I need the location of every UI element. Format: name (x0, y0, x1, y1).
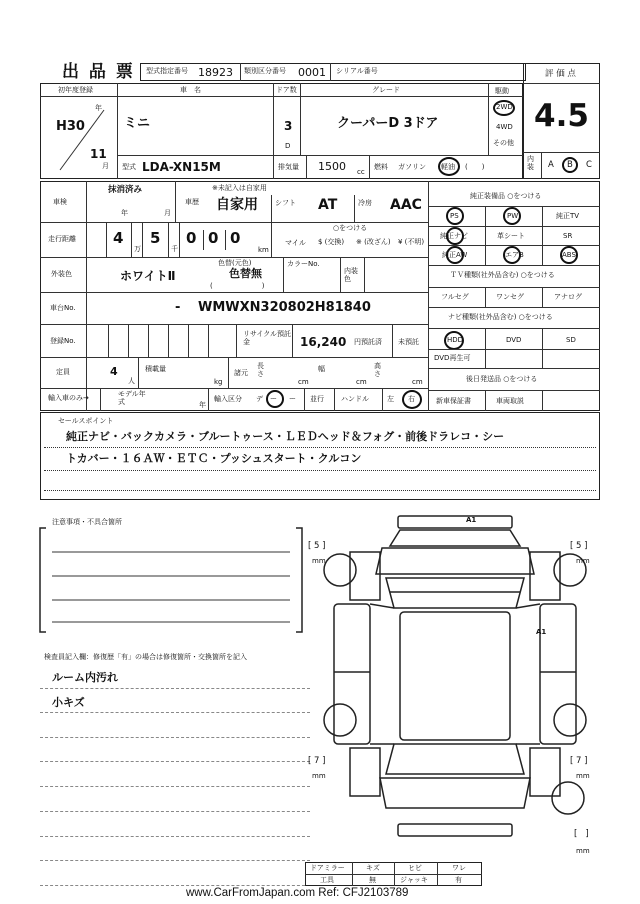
opt-sr: SR (563, 232, 573, 240)
recycle-amount: 16,240 (300, 335, 347, 349)
type-label: 型式 (122, 163, 136, 171)
shaken-value: 抹消済み (108, 185, 143, 195)
car-history-label: 車歴 (185, 198, 199, 206)
legend-tools-value: 無 (369, 876, 376, 884)
km-unit: km (258, 246, 269, 254)
legend-break: ワレ (452, 864, 466, 872)
damage-mark-front: A1 (466, 516, 477, 524)
mileage-label: 走行距離 (48, 235, 76, 243)
caution-label: 注意事項・不具合箇所 (52, 518, 122, 526)
chassis-number: WMWXN320802H81840 (198, 300, 371, 315)
reg-no-label: 登録No. (50, 337, 76, 345)
mile-opt-tamper: ※ (改ざん) (356, 238, 391, 246)
damage-mark-side: A1 (536, 628, 547, 636)
grade-label: グレード (372, 86, 400, 94)
color-no-label: カラーNo. (287, 260, 320, 268)
shaken-month: 月 (164, 209, 171, 217)
width-cm: cm (356, 378, 367, 386)
navi-dvd: DVD (506, 336, 522, 344)
form-title: 出 品 票 (62, 62, 135, 82)
month-unit: 月 (102, 162, 109, 170)
import-circled: ー (270, 395, 277, 403)
model-code: 18923 (198, 66, 233, 79)
tv-title: ＴＶ種類(社外品含む) ○をつける (450, 271, 555, 279)
chassis-label: 車台No. (50, 304, 76, 312)
mileage-man-unit: 万 (134, 245, 141, 253)
capacity-value: 4 (110, 365, 118, 378)
legend-jack-value: 有 (455, 876, 462, 884)
sales-point-label: セールスポイント (58, 417, 114, 425)
tread-spare-bracket: [ ] (574, 829, 589, 839)
navi-title: ナビ種類(社外品含む) ○をつける (448, 313, 553, 321)
length-cm: cm (298, 378, 309, 386)
color-label: 外装色 (51, 270, 72, 278)
width-label: 幅 (318, 365, 325, 373)
opt-airbag: エアB (505, 251, 524, 259)
tread-spare-mm: mm (576, 847, 590, 855)
handle-left: 左 (387, 395, 394, 403)
displacement-value: 1500 (318, 160, 346, 173)
tread-rr-value: 7 (576, 756, 582, 766)
import-only-label: 輸入車のみ→ (48, 394, 89, 402)
legend-crack: ヒビ (408, 864, 422, 872)
inspector-note-1: ルーム内汚れ (52, 671, 118, 684)
height-cm: cm (412, 378, 423, 386)
model-code-label: 型式指定番号 (146, 67, 188, 75)
mile-opt-unknown: ¥ (不明) (398, 238, 425, 246)
car-name-label: 車 名 (180, 86, 201, 94)
car-type-note: ※未記入は自家用 (212, 184, 267, 192)
legend-mirror: ドアミラー (310, 864, 345, 872)
grade-value: クーパーD 3ドア (337, 116, 439, 131)
footer-reference: www.CarFromJapan.com Ref: CFJ2103789 (186, 887, 409, 899)
tread-fl-value: 5 (314, 541, 320, 551)
color-orig-label: 色替(元色) (218, 259, 252, 267)
height-label: 高さ (374, 362, 381, 378)
category-number: 0001 (298, 66, 326, 79)
drive-4wd: 4WD (496, 123, 513, 131)
tread-fr-mm: mm (576, 557, 590, 565)
import-de: デ (256, 395, 263, 403)
car-damage-diagram (320, 512, 590, 848)
color-orig-value: 色替無 (229, 267, 262, 280)
fuel-label: 燃料 (374, 163, 388, 171)
mile-note: ○をつける (333, 224, 368, 232)
dvd-playback: DVD再生可 (434, 354, 471, 362)
fuel-diesel: 軽油 (441, 163, 455, 171)
fuel-gasoline: ガソリン (398, 163, 426, 171)
opt-tv: 純正TV (556, 212, 580, 220)
cc-unit: cc (357, 168, 365, 176)
score-label: 評 価 点 (545, 69, 576, 79)
opt-leather: 革シート (497, 232, 525, 240)
type-value: LDA-XN15M (142, 160, 221, 174)
interior-b: B (567, 160, 573, 170)
kg-unit: kg (214, 378, 223, 386)
opt-aw: 純正AW (442, 251, 468, 259)
shaken-label: 車検 (53, 198, 67, 206)
dims-label: 諸元 (234, 369, 248, 377)
navi-hdd: HDD (447, 336, 464, 344)
fuel-other: ( ) (465, 163, 485, 171)
tread-fr-bracket: [ 5 ] (570, 541, 588, 551)
handle-label: ハンドル (341, 395, 369, 403)
drive-2wd: 2WD (496, 103, 513, 111)
tv-fullseg: フルセグ (441, 293, 469, 301)
tv-analog: アナログ (554, 293, 582, 301)
capacity-label: 定員 (56, 368, 70, 376)
mileage-digit-4: 0 (208, 229, 219, 247)
shaken-year: 年 (121, 209, 128, 217)
mile-opt-exchange: $ (交換) (318, 238, 345, 246)
person-unit: 人 (128, 377, 135, 385)
model-year-unit: 年 (199, 401, 206, 409)
ac-label: 冷房 (358, 199, 372, 207)
tread-rl-bracket: [ 7 ] (308, 756, 326, 766)
shift-label: シフト (275, 199, 296, 207)
mileage-digit-2: 5 (150, 229, 161, 247)
shift-value: AT (318, 197, 338, 213)
tread-rr-mm: mm (576, 772, 590, 780)
inspector-label: 検査員記入欄：修復歴「有」の場合は修復箇所・交換箇所を記入 (44, 653, 247, 661)
interior-grade-label: 内装 (527, 155, 534, 171)
opt-abs: ABS (562, 251, 576, 259)
length-label: 長さ (257, 362, 264, 378)
import-dash: ー (289, 395, 296, 403)
displacement-label: 排気量 (278, 163, 299, 171)
interior-c: C (586, 160, 592, 170)
later-warranty: 新車保証書 (436, 397, 471, 405)
color-orig-paren: ( ) (210, 282, 265, 290)
later-title: 後日発送品 ○をつける (466, 375, 538, 383)
doors-d: D (285, 142, 291, 150)
navi-sd: SD (566, 336, 576, 344)
mile-label: マイル (285, 239, 306, 247)
chassis-dash: - (175, 300, 181, 315)
mileage-sen-unit: 千 (171, 245, 178, 253)
handle-right: 右 (408, 395, 415, 403)
inspector-note-2: 小キズ (52, 696, 85, 709)
car-name: ミニ (124, 116, 151, 131)
mileage-digit-3: 0 (186, 229, 197, 247)
genuine-title: 純正装備品 ○をつける (470, 192, 542, 200)
sales-point-line1: 純正ナビ・バックカメラ・ブルートゥース・ＬＥＤヘッド＆フォグ・前後ドラレコ・シー (66, 430, 505, 443)
tread-fr-value: 5 (576, 541, 582, 551)
load-label: 積載量 (145, 365, 166, 373)
doors-value: 3 (284, 119, 293, 133)
import-class-label: 輸入区分 (214, 395, 242, 403)
tread-rl-mm: mm (312, 772, 326, 780)
recycle-unpaid: 未預託 (398, 338, 419, 346)
opt-navi: 純正ナビ (440, 232, 468, 240)
tv-oneseg: ワンセグ (496, 293, 524, 301)
later-manual: 車両取説 (496, 397, 524, 405)
tread-fl-bracket: [ 5 ] (308, 541, 326, 551)
score-value: 4.5 (534, 98, 589, 134)
ac-value: AAC (390, 197, 422, 213)
first-reg-year: H30 (56, 119, 85, 134)
parallel-label: 並行 (310, 395, 324, 403)
sales-point-line2: トカバー・１６ＡＷ・ＥＴＣ・プッシュスタート・クルコン (66, 452, 362, 465)
serial-label: シリアル番号 (336, 67, 378, 75)
legend-jack: ジャッキ (400, 876, 428, 884)
opt-pw: PW (507, 212, 519, 220)
category-label: 類別区分番号 (244, 67, 286, 75)
mileage-digit-5: 0 (230, 229, 241, 247)
legend-scratch: キズ (366, 864, 380, 872)
drive-label: 駆動 (495, 87, 509, 95)
mileage-digit-1: 4 (113, 229, 124, 247)
model-year-label: モデル年式 (118, 390, 146, 406)
tread-fl-mm: mm (312, 557, 326, 565)
car-type-value: 自家用 (216, 197, 258, 213)
color-value: ホワイトⅡ (120, 269, 176, 283)
recycle-status: 円預託済 (354, 338, 382, 346)
drive-other: その他 (493, 139, 514, 147)
opt-ps: PS (450, 212, 459, 220)
first-reg-month: 11 (90, 147, 107, 161)
caution-frame (38, 524, 308, 636)
int-color-label: 内装色 (344, 267, 358, 283)
first-reg-label: 初年度登録 (58, 86, 93, 94)
tread-rl-value: 7 (314, 756, 320, 766)
doors-label: ドア数 (276, 86, 297, 94)
legend-tools: 工具 (320, 876, 334, 884)
tread-rr-bracket: [ 7 ] (570, 756, 588, 766)
year-unit: 年 (95, 104, 102, 112)
interior-a: A (548, 160, 554, 170)
recycle-label: リサイクル預託金 (243, 330, 292, 347)
